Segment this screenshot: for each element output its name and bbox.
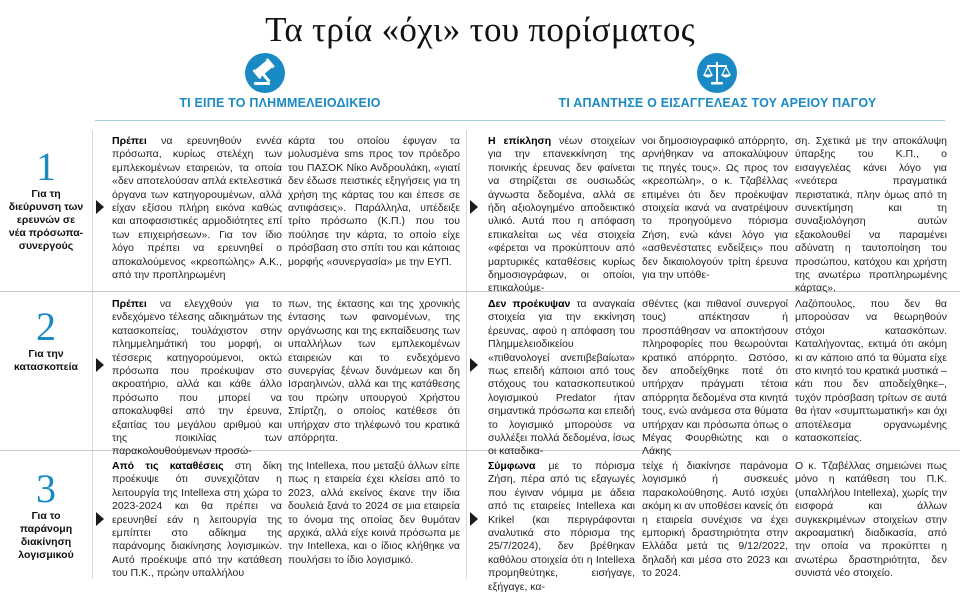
row-number: 1 bbox=[36, 144, 56, 189]
row-caption: Για τη διεύρυνση των ερευνών σε νέα πρόσωπα-συνεργούς bbox=[8, 188, 84, 252]
right-text-col1: Δεν προέκυψαν τα αναγκαία στοιχεία για την εκκίνηση έρευνας, αφού η απόφαση του Πλημμελειοδικείου «πιθανολογεί ανεπιβεβαίωτα» πως επειδή κάποιοι από τους στόχους του κατασκοπευτικού λογισμικού Predator ήταν σημαντικά πρόσωπα και επειδή το λογισμικό μπορούσε να συλλέξει πολλά δεδομένα, ίσως οι καταδικα- bbox=[488, 298, 636, 458]
row-arrow bbox=[96, 358, 104, 372]
scales-emblem bbox=[697, 53, 737, 93]
left-text-col1: Πρέπει να ερευνηθούν εννέα πρόσωπα, κυρίως στελέχη των εμπλεκομένων εταιρειών, τα οποία «δεν αποτελούσαν απλά εκτελεστικά όργανα των κατηγορουμένων, αλλά είχαν εξίσου πλήρη εικόνα καθώς και αποφασιστικές αρμοδιότητες επί των επιχειρήσεων». Για τον ίδιο λόγο πρέπει να ερευνηθεί ο αποκαλούμενος «κρεοπώλης» Α.Κ., από την προπληρωμένη bbox=[112, 135, 282, 282]
right-text-col3: ση. Σχετικά με την αποκάλυψη ύπαρξης του Κ.Π., ο εισαγγελέας κάνει λόγο για «νεότερα πραγματικά περιστατικά, πλην όμως από τη συνεκτίμηση και τη συναξιολόγηση αυτών εξακολουθεί να παραμένει αδύνατη η ταυτοποίηση του προσώπου, κατόχου και χρήστη της ανωτέρω προπληρωμένης κάρτας». bbox=[795, 135, 947, 295]
left-column-header: ΤΙ ΕΙΠΕ ΤΟ ΠΛΗΜΜΕΛΕΙΟΔΙΚΕΙΟ bbox=[179, 96, 381, 110]
label-divider bbox=[92, 130, 93, 579]
right-text-col2: σθέντες (και πιθανοί συνεργοί τους) απέκτησαν ή προσπάθησαν να αποκτήσουν πληροφορίες που θεωρούνται κρατικό απόρρητο. Ωστόσο, δεν αποδείχθηκε ποτέ ότι υπήρχαν πράγματι τέτοια απόρρητα δεδομένα στα κινητά τους, ενώ ανάμεσα στα θύματα υπήρχαν και πρόσωπα όπως ο Μέγας Φουρθιώτης και ο Λάκης bbox=[642, 298, 788, 458]
row-arrow bbox=[96, 512, 104, 526]
left-text-col1: Από τις καταθέσεις στη δίκη προέκυψε ότι συνεχιζόταν η λειτουργία της Intellexa στη χώρα το 2023-2024 και θα πρέπει να ερευνηθεί εάν η λειτουργία της εμπίπτει στο αδίκημα της παράνομης διακίνησης λογισμικών. Αυτό προέκυψε από την κατάθεση του Π.Κ., πρώην υπαλλήλου bbox=[112, 460, 282, 580]
left-text-col2: πων, της έκτασης και της χρονικής έντασης των φαινομένων, της οργάνωσης και της εκπαίδευσης των υπαλλήλων των εμπλεκομένων εταιρειών και το ενδεχόμενο συνεργίας ξένων δυνάμεων και δη Ισραηλινών, αλλά και της κατάθεσης του πρώην υπουργού Χρήστου Σπίρτζη, ο οποίος κατέθεσε ότι υπήρχαν στο τηλέφωνό του κρατικά απόρρητα. bbox=[288, 298, 460, 445]
row-caption: Για την κατασκοπεία bbox=[13, 348, 78, 373]
header-rule bbox=[95, 120, 945, 121]
lead-in: Πρέπει bbox=[112, 135, 147, 147]
row-number: 3 bbox=[36, 466, 56, 511]
right-text-col1: Σύμφωνα με το πόρισμα Ζήση, πέρα από τις εξαγωγές που έγιναν νόμιμα με άδεια από τις εταιρείες Intellexa και Krikel (και περιγράφονται αναλυτικά στο πόρισμα της 25/7/2024), δεν βρέθηκαν καθόλου στοιχεία ότι η Intellexa προμηθεύτηκε, εισήγαγε, εξήγαγε, κα- bbox=[488, 460, 635, 593]
right-column-header: ΤΙ ΑΠΑΝΤΗΣΕ Ο ΕΙΣΑΓΓΕΛΕΑΣ ΤΟΥ ΑΡΕΙΟΥ ΠΑΓΟΥ bbox=[558, 96, 877, 110]
lead-in: Σύμφωνα bbox=[488, 460, 536, 472]
left-text-col1: Πρέπει να ελεγχθούν για το ενδεχόμενο τέλεσης αδικημάτων της κατασκοπείας, τουλάχιστον στην πλημμελημάτική του μορφή, οι τέσσερις κατηγορούμενοι, οκτώ πρόσωπα που προέκυψαν στο ακροατήριο, αλλά και κάθε άλλο πρόσωπο που μπορεί να αποκαλυφθεί από την έρευνα, εξαιτίας του μεγάλου αριθμού και της ποικιλίας των παρακολουθούμενων προσώ- bbox=[112, 298, 282, 458]
row-arrow bbox=[470, 200, 478, 214]
row-label bbox=[8, 146, 84, 253]
scales-of-justice-icon bbox=[697, 53, 737, 93]
right-text-col2: τείχε ή διακίνησε παράνομα λογισμικό ή συσκευές παρακολούθησης. Αυτό ισχύει ακόμη κι αν υποθέσει κανείς ότι η εταιρεία συνέχισε να έχει εμπορική δραστηριότητα στην Ελλάδα μετά τις 9/12/2022, δηλαδή και μέσα στο 2023 και το 2024. bbox=[642, 460, 788, 580]
right-text-col3: Λαζόπουλος, που δεν θα μπορούσαν να θεωρηθούν στόχοι κατασκόπων. Καταλήγοντας, εκτιμά ότι ακόμη κι αν κάποιο από τα θύματα είχε στο κινητό του κρατικά μυστικά –κάτι που δεν αποδείχθηκε–, τυχόν πρόσβαση τρίτων σε αυτά θα ήταν «συμπτωματική» και όχι αποτέλεσμα οργανωμένης κατασκοπείας. bbox=[795, 298, 947, 445]
left-text-col2: της Intellexa, που μεταξύ άλλων είπε πως η εταιρεία έχει κλείσει από το 2023, αλλά εκείνος έκανε την ίδια δουλειά ξανά το 2024 σε μια εταιρεία το όνομα της οποίας δεν θυμόταν αρχικά, αλλά είχε κοινά πρόσωπα με την Intellexa, και ο ίδιος κλήθηκε να πουλήσει το ίδιο λογισμικό. bbox=[288, 460, 460, 566]
row-number: 2 bbox=[36, 304, 56, 349]
lead-in: Δεν προέκυψαν bbox=[488, 298, 571, 310]
right-text-col2: νοι δημοσιογραφικό απόρρητο, αρνήθηκαν να αποκαλύψουν τις πηγές τους». Ως προς τον «κρεοπώλη», ο κ. Τζαβέλλας επιμένει ότι δεν προέκυψαν στοιχεία ικανά να ανατρέψουν το προηγούμενο πόρισμα Ζήση, ενώ κάνει λόγο για «ασθενέστατες ενδείξεις» που δεν δικαιολογούν τρίτη έρευνα για την υπόθε- bbox=[642, 135, 788, 282]
left-text-col2: κάρτα του οποίου έφυγαν τα μολυσμένα sms προς τον πρόεδρο του ΠΑΣΟΚ Νίκο Ανδρουλάκη, «γιατί δεν έδωσε πειστικές εξηγήσεις για τη χρήση της κάρτας του και έπεσε σε αντιφάσεις». Παράλληλα, υπέδειξε τρίτο πρόσωπο (Κ.Π.) που του πούλησε την κάρτα, το οποίο είχε πρόσβαση στο σπίτι του και κάποιας μορφής «συνεργασία» με την ΕΥΠ. bbox=[288, 135, 460, 268]
row-label bbox=[8, 306, 84, 374]
page-title: Τα τρία «όχι» του πορίσματος bbox=[265, 10, 695, 49]
lead-in: Η επίκληση bbox=[488, 135, 552, 147]
gavel-icon bbox=[245, 53, 285, 93]
lead-in: Πρέπει bbox=[112, 298, 147, 310]
gavel-emblem bbox=[245, 53, 285, 93]
right-text-col1: Η επίκληση νέων στοιχείων για την επανεκκίνηση της ποινικής έρευνας δεν φαίνεται να στηρίζεται σε ουσιωδώς άγνωστα δεδομένα, αλλά σε ήδη αξιολογημένο αποδεικτικό υλικό. Αυτά που η απόφαση επικαλείται ως νέα στοιχεία «φέρεται να προκύπτουν από μαρτυρικές καταθέσεις κυρίως δημοσιογράφων, οι οποίοι, επικαλούμε- bbox=[488, 135, 635, 295]
lead-in: Από τις καταθέσεις bbox=[112, 460, 224, 472]
row-arrow bbox=[470, 512, 478, 526]
row-caption: Για το παράνομη διακίνηση λογισμικού bbox=[18, 510, 74, 561]
row-arrow bbox=[96, 200, 104, 214]
center-divider bbox=[466, 130, 467, 579]
row-arrow bbox=[470, 358, 478, 372]
right-text-col3: Ο κ. Τζαβέλλας σημειώνει πως μόνο η κατάθεση του Π.Κ. (υπαλλήλου Intellexa), χωρίς την εισφορά και άλλων συγκεκριμένων στοιχείων στην ακροαματική διαδικασία, από την οποία να προκύπτει η ανωτέρω δραστηριότητα, δεν συνιστά νέο στοιχείο. bbox=[795, 460, 947, 580]
row-label bbox=[8, 468, 84, 562]
